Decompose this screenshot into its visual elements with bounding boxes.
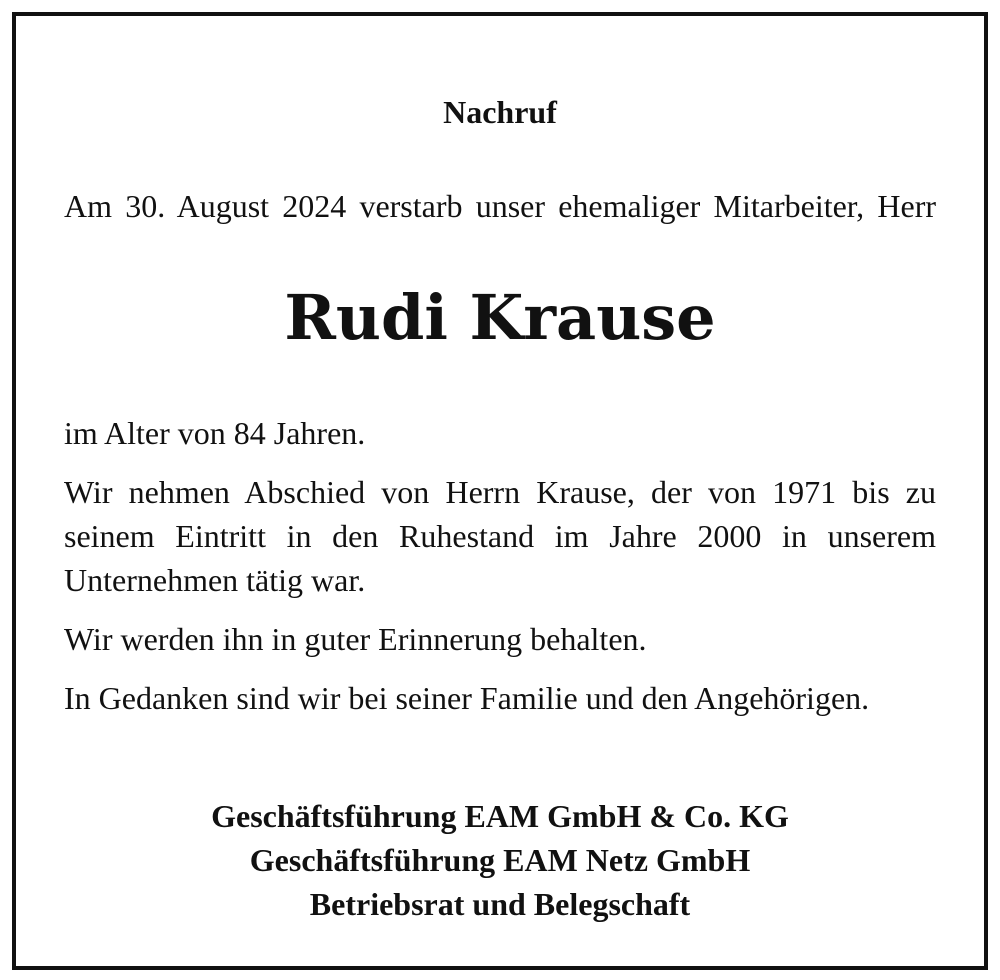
signatures [64, 794, 936, 926]
deceased-name: Rudi Krause [284, 281, 716, 354]
notice-title: Nachruf [443, 94, 557, 130]
intro-line: Am 30. August 2024 verstarb unser ehemaliger Mitarbeiter, Herr [64, 188, 936, 224]
signature-line: Betriebsrat und Belegschaft [309, 886, 691, 922]
notice-border [12, 12, 988, 970]
notice-body [64, 411, 936, 735]
condolence-paragraph: In Gedanken sind wir bei seiner Familie und den Angehörigen. [64, 680, 870, 716]
signature-line: Geschäftsführung EAM GmbH & Co. KG [211, 798, 789, 834]
notice-content [64, 16, 936, 966]
employment-paragraph: Wir nehmen Abschied von Herrn Krause, der von 1971 bis zu seinem Eintritt in den Ruhestand im Jahre 2000 in unserem Unternehmen tätig war. [64, 474, 936, 598]
age-paragraph: im Alter von 84 Jahren. [64, 415, 366, 451]
memory-paragraph: Wir werden ihn in guter Erinnerung behalten. [64, 621, 647, 657]
signature-line: Geschäftsführung EAM Netz GmbH [249, 842, 751, 878]
